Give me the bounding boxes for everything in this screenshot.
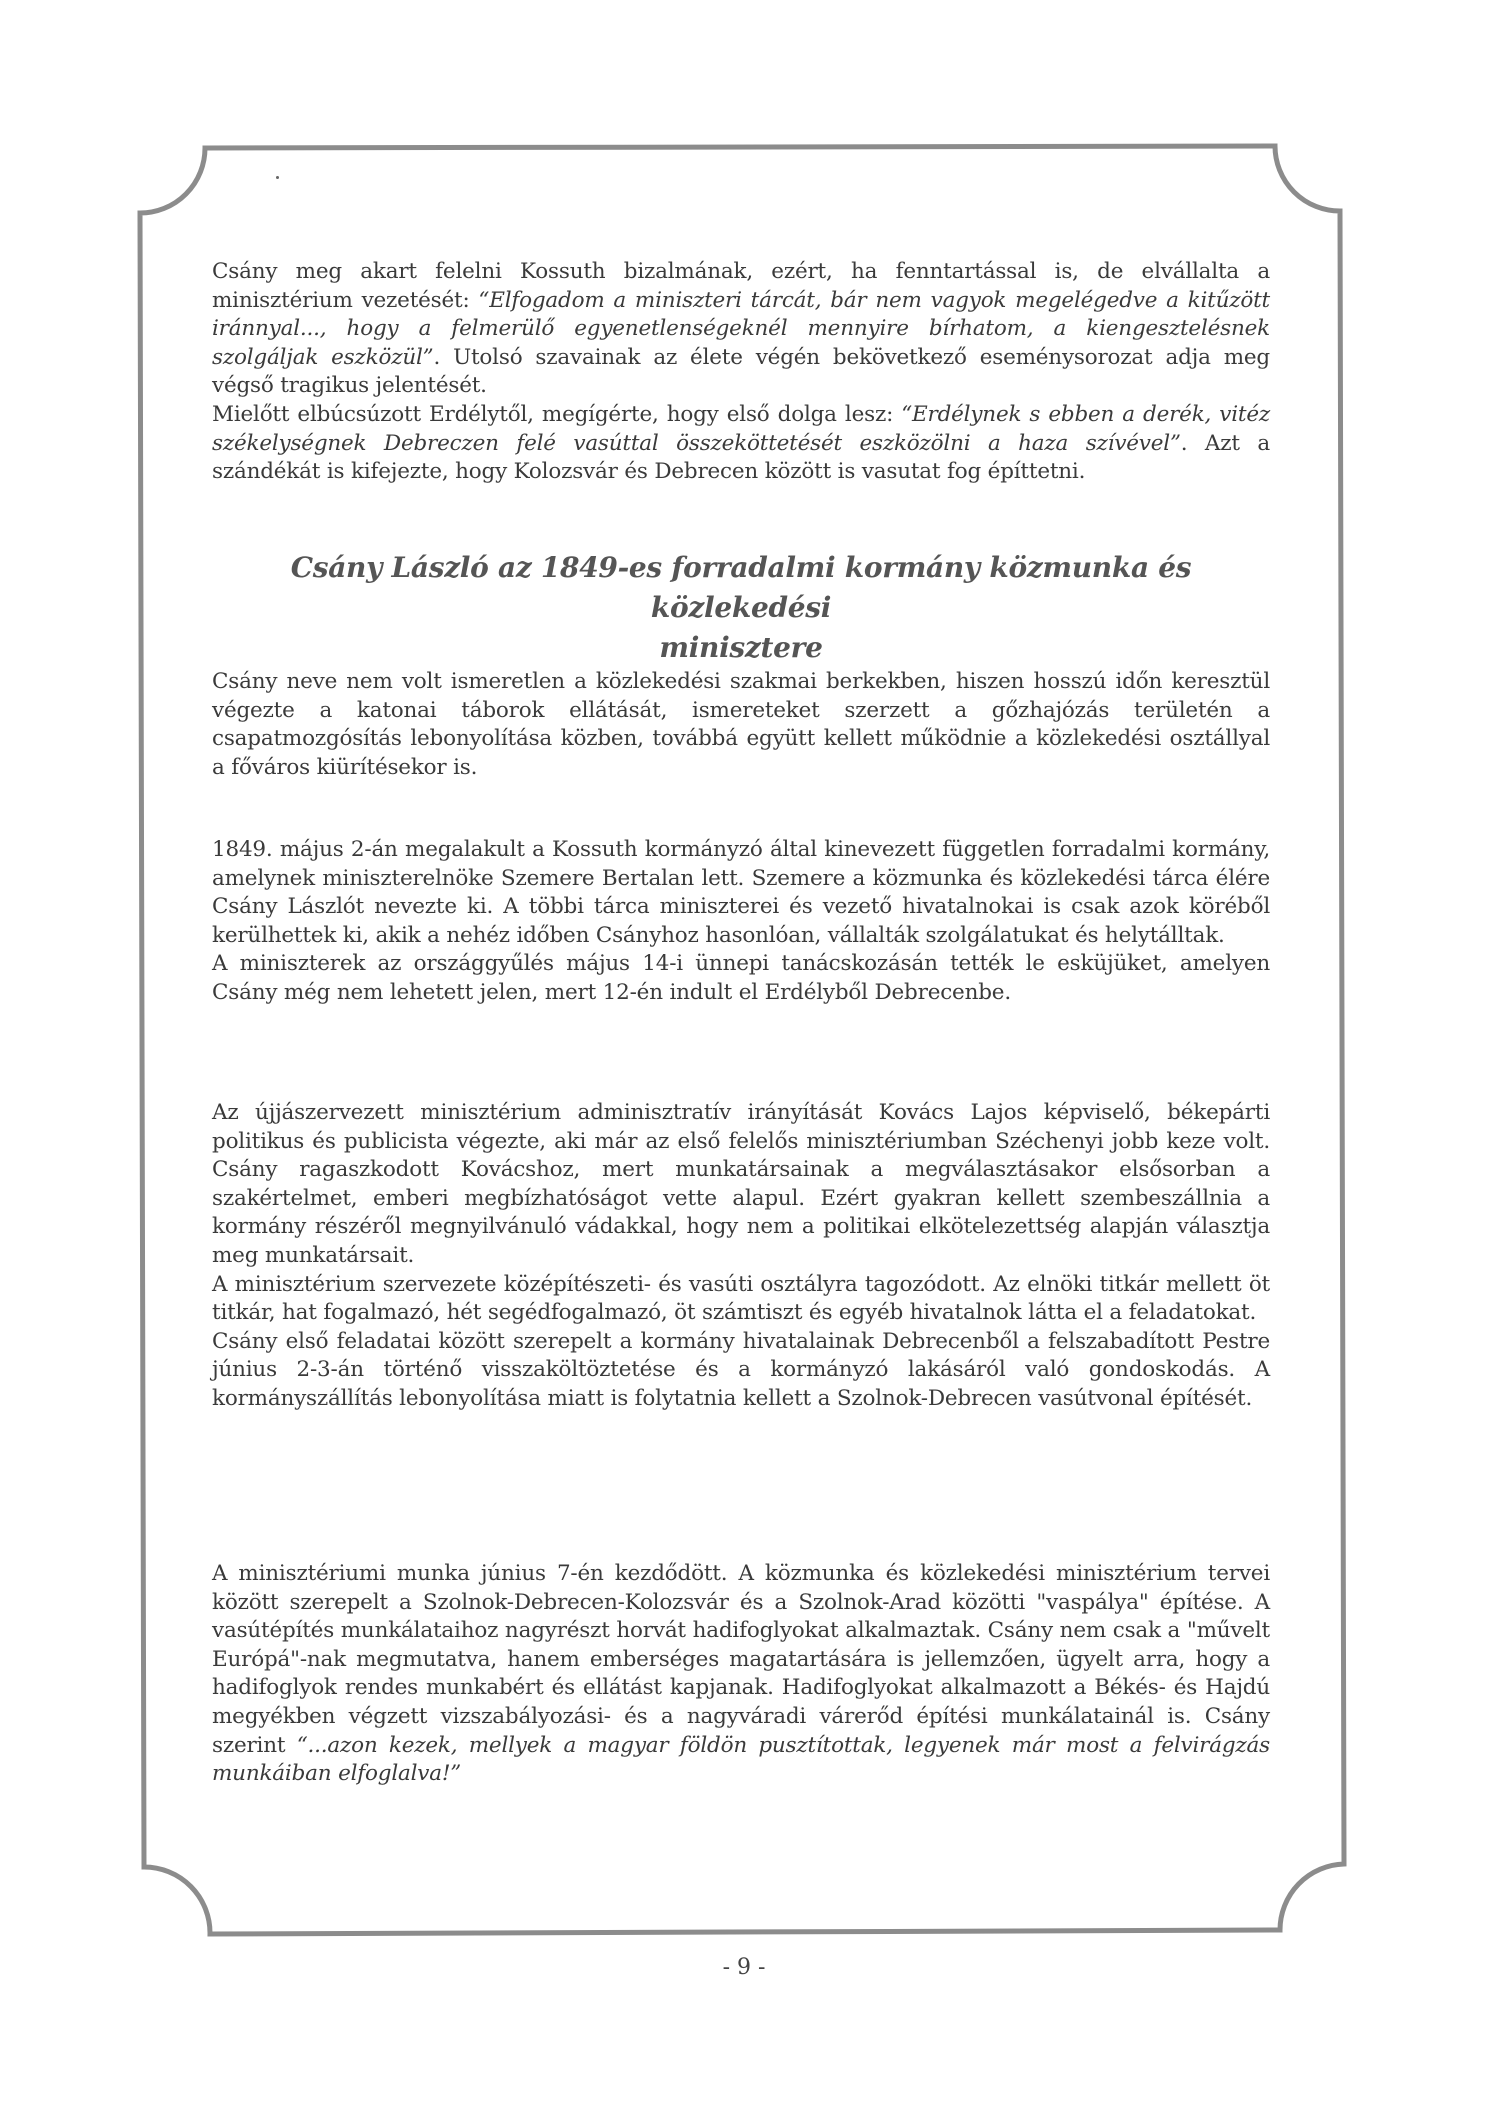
italic-quote: “...azon kezek, mellyek a magyar földön pusztítottak, legyenek már most a felvirágzás munkáiban elfoglalva!”	[212, 1732, 1270, 1787]
italic-quote: “Elfogadom a miniszteri tárcát, bár nem vagyok megelégedve a kitűzött iránnyal..., hogy a felmerülő egyenetlenségeknél mennyire bírhatom, a kiengesztelésnek szolgáljak eszközül”	[212, 287, 1270, 370]
intro-paragraph-1	[212, 258, 1270, 401]
text-span: . Utolsó szavainak az élete végén bekövetkező eseménysorozat adja meg végső tragikus jelentését.	[212, 344, 1270, 399]
italic-quote: “Erdélynek s ebben a derék, vitéz székelységnek Debreczen felé vasúttal összeköttetését eszközölni a haza szívével”	[212, 401, 1270, 456]
intro-paragraph-2	[212, 401, 1270, 487]
text-span: Mielőtt elbúcsúzott Erdélytől, megígérte, hogy első dolga lesz:	[212, 401, 902, 427]
heading-line-1: Csány László az 1849-es forradalmi kormány közmunka és közlekedési	[290, 551, 1192, 624]
paragraph: A miniszterek az országgyűlés május 14-i ünnepi tanácskozásán tették le esküjüket, amelyen Csány még nem lehetett jelen, mert 12-én indult el Erdélyből Debrecenbe.	[212, 951, 1270, 1005]
paragraph	[212, 1560, 1270, 1789]
section-paragraph-1	[212, 668, 1270, 782]
paragraph: Csány neve nem volt ismeretlen a közlekedési szakmai berkekben, hiszen hosszú időn keresztül végezte a katonai táborok ellátását, ismereteket szerzett a gőzhajózás területén a csapatmozgósítás lebonyolítása közben, továbbá együtt kellett működnie a közlekedési osztállyal a főváros kiürítésekor is.	[212, 669, 1270, 780]
section-paragraph-2	[212, 836, 1270, 1008]
paragraph: Az újjászervezett minisztérium adminisztratív irányítását Kovács Lajos képviselő, békepárti politikus és publicista végezte, aki már az első felelős minisztériumban Széchenyi jobb keze volt. Csány ragaszkodott Kovácshoz, mert munkatársainak a megválasztásakor elsősorban a szakértelmet, emberi megbízhatóságot vette alapul. Ezért gyakran kellett szembeszállnia a kormány részéről megnyilvánuló vádakkal, hogy nem a politikai elkötelezettség alapján választja meg munkatársait.	[212, 1100, 1270, 1268]
paragraph: A minisztérium szervezete középítészeti- és vasúti osztályra tagozódott. Az elnöki titkár mellett öt titkár, hat fogalmazó, hét segédfogalmazó, öt számtiszt és egyéb hivatalnok látta el a feladatokat.	[212, 1271, 1270, 1326]
text-span: . Azt a szándékát is kifejezte, hogy Kolozsvár és Debrecen között is vasutat fog építtetni.	[212, 430, 1270, 485]
scan-speck	[276, 176, 279, 179]
section-paragraph-3	[212, 1099, 1270, 1414]
page-number: - 9 -	[722, 1955, 766, 1980]
intro-block	[212, 258, 1270, 487]
section-heading	[212, 548, 1270, 668]
section-paragraph-last	[212, 1560, 1270, 1789]
heading-line-2: minisztere	[659, 631, 823, 664]
paragraph: 1849. május 2-án megalakult a Kossuth kormányzó által kinevezett független forradalmi kormány, amelynek miniszterelnöke Szemere Bertalan lett. Szemere a közmunka és közlekedési tárca élére Csány Lászlót nevezte ki. A többi tárca miniszterei és vezető hivatalnokai is csak azok köréből kerülhettek ki, akik a nehéz időben Csányhoz hasonlóan, vállalták szolgálatukat és helytálltak.	[212, 837, 1270, 948]
text-span: A minisztériumi munka június 7-én kezdődött. A közmunka és közlekedési minisztérium tervei között szerepelt a Szolnok-Debrecen-Kolozsvár és a Szolnok-Arad közötti "vaspálya" építése. A vasútépítés munkálataihoz nagyrészt horvát hadifoglyokat alkalmaztak. Csány nem csak a "művelt Európá"-nak megmutatva, hanem emberséges magatartására is jellemzően, ügyelt arra, hogy a hadifoglyok rendes munkabért és ellátást kapjanak. Hadifoglyokat alkalmazott a Békés- és Hajdú megyékben végzett vizszabályozási- és a nagyváradi várerőd építési munkálatainál is. Csány szerint	[212, 1561, 1270, 1758]
paragraph: Csány első feladatai között szerepelt a kormány hivatalainak Debrecenből a felszabadított Pestre június 2-3-án történő visszaköltöztetése és a kormányzó lakásáról való gondoskodás. A kormányszállítás lebonyolítása miatt is folytatnia kellett a Szolnok-Debrecen vasútvonal építését.	[212, 1328, 1270, 1411]
text-span: Csány meg akart felelni Kossuth bizalmának, ezért, ha fenntartással is, de elvállalta a minisztérium vezetését:	[212, 259, 1270, 313]
